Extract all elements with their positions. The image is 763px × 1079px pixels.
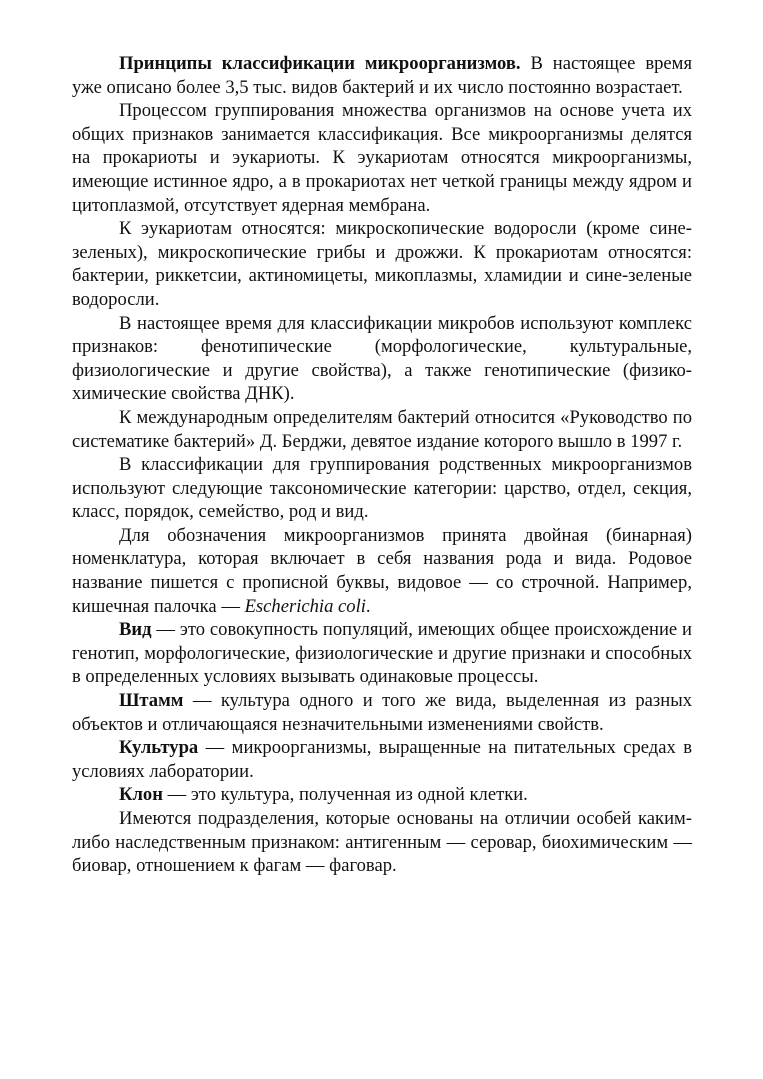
paragraph-subdivisions: Имеются подразделения, которые основаны на отличии особей каким-либо наследственным признаком: антигенным — серовар, биохимическим — биовар, отношением к фагам — фаговар. [72,808,692,877]
definition-culture [72,736,692,783]
paragraph-eukaryotes-prokaryotes: К эукариотам относятся: микроскопические водоросли (кроме сине-зеленых), микроскопические грибы и дрожжи. К прокариотам относятся: бактерии, риккетсии, актиномицеты, микоплазмы, хламидии и сине-зеленые водоросли. [72,218,692,310]
paragraph-intro-text: В настоящее время уже описано более 3,5 тыс. видов бактерий и их число постоянно возрастает. [72,53,692,98]
definition-culture-text: — микроорганизмы, выращенные на питательных средах в условиях лаборатории. [72,737,692,782]
nomenclature-end: . [365,595,371,617]
paragraph-nomenclature [72,524,692,618]
paragraph-classification: Процессом группирования множества организмов на основе учета их общих признаков занимается классификация. Все микроорганизмы делятся на прокариоты и эукариоты. К эукариотам относятся микроорганизмы, имеющие истинное ядро, а в прокариотах нет четкой границы между ядром и цитоплазмой, отсутствует ядерная мембрана. [72,100,692,216]
definition-species-text: — это совокупность популяций, имеющих общее происхождение и генотип, морфологические, физиологические и другие признаки и способных в определенных условиях вызывать одинаковые процессы. [72,619,692,688]
section-heading: Принципы классификации микроорганизмов. [119,53,521,74]
term-culture: Культура [119,737,199,759]
term-species: Вид [119,619,152,641]
definition-clone-text: — это культура, полученная из одной клетки. [162,784,528,806]
definition-clone [72,783,692,807]
species-name-italic: Escherichia coli [244,595,366,617]
term-clone: Клон [119,784,163,806]
paragraph-taxonomy: В классификации для группирования родственных микроорганизмов используют следующие таксономические категории: царство, отдел, секция, класс, порядок, семейство, род и вид. [72,454,692,523]
term-strain: Штамм [119,690,184,712]
paragraph-intro [72,52,692,99]
paragraph-features: В настоящее время для классификации микробов используют комплекс признаков: фенотипические (морфологические, культуральные, физиологические и другие свойства), а также генотипические (физико-химические свойства ДНК). [72,312,692,405]
document-page [72,52,692,878]
paragraph-bergey: К международным определителям бактерий относится «Руководство по систематике бактерий» Д. Берджи, девятое издание которого вышло в 1997 г. [72,406,692,452]
definition-strain-text: — культура одного и того же вида, выделенная из разных объектов и отличающаяся незначительными изменениями свойств. [72,690,692,735]
nomenclature-text: Для обозначения микроорганизмов принята двойная (бинарная) номенклатура, которая включает в себя названия рода и вида. Родовое название пишется с прописной буквы, видовое — со строчной. Например, кишечная палочка — [72,524,692,617]
definition-species [72,618,692,689]
definition-strain [72,689,692,736]
